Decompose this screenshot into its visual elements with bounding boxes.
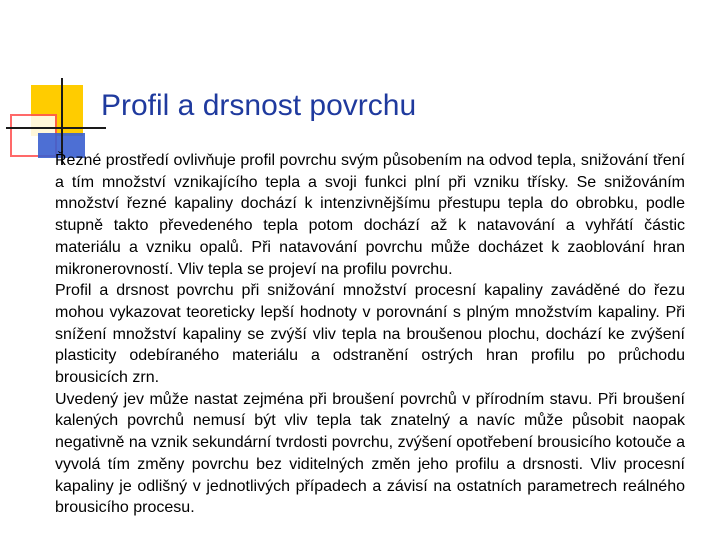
decorative-horizontal-line xyxy=(6,127,106,129)
body-paragraph: Profil a drsnost povrchu při snižování množství procesní kapaliny zaváděné do řezu mohou vykazovat teoreticky lepší hodnoty v porovnání s plným množstvím kapaliny. Při snížení množství kapaliny se zvýší vliv tepla na broušenou plochu, dochází ke zvýšení plasticity odebíraného materiálu a odstranění ostrých hran profilu po průchodu brousicích zrn. xyxy=(55,282,685,387)
body-paragraph: Uvedený jev může nastat zejména při broušení povrchů v přírodním stavu. Při broušení kalených povrchů nemusí být vliv tepla tak znatelný a navíc může působit naopak negativně na vznik sekundární tvrdosti povrchu, zvýšení opotřebení brousicího kotouče a vyvolá tím změny povrchu bez viditelných změn jeho profilu a drsnosti. Vliv procesní kapaliny je odlišný v jednotlivých případech a závisí na ostatních parametrech reálného brousicího procesu. xyxy=(55,390,685,517)
slide-title: Profil a drsnost povrchu xyxy=(101,89,417,122)
slide-body xyxy=(55,150,685,519)
body-paragraph: Řezné prostředí ovlivňuje profil povrchu svým působením na odvod tepla, snižování tření a tím množství vznikajícího tepla a svoji funkci plní při vzniku třísky. Se snižováním množství řezné kapaliny dochází k intenzivnějšímu přestupu tepla do obrobku, podle stupně takto převedeného tepla potom dochází až k natavování a vyhřátí částic materiálu a vzniku opalů. Při natavování povrchu může docházet k zaoblování hran mikronerovností. Vliv tepla se projeví na profilu povrchu. xyxy=(55,152,685,278)
